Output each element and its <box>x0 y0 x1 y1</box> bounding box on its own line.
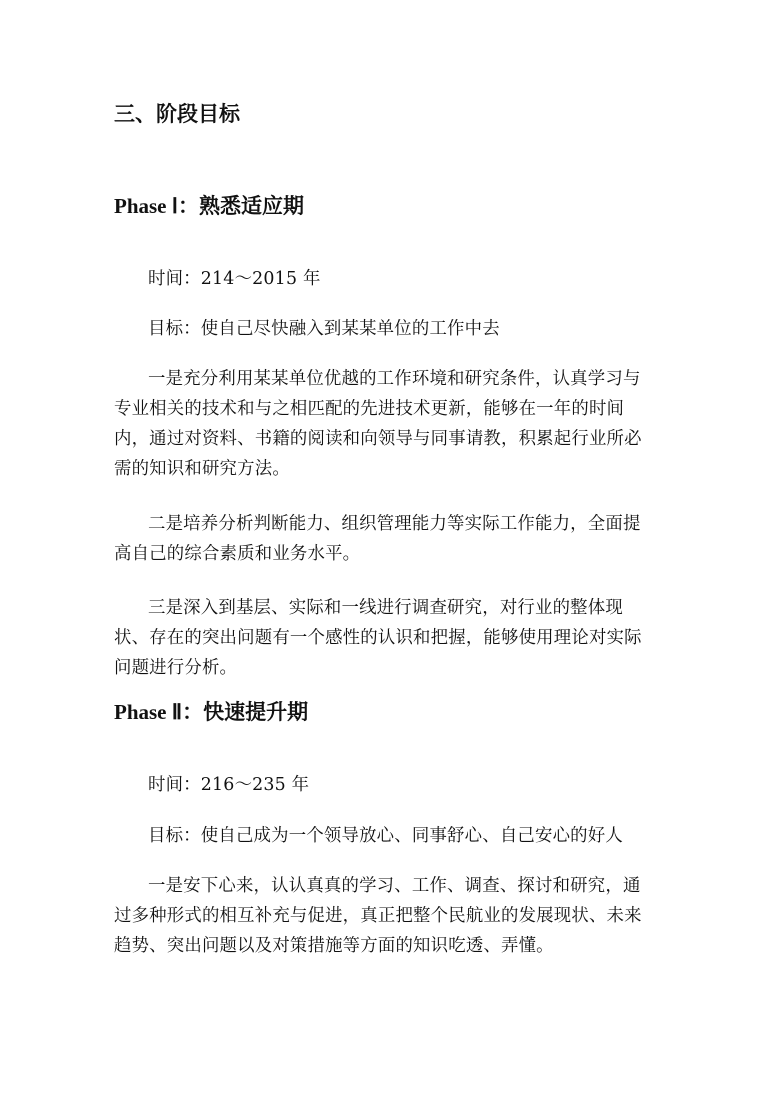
phase-1-title <box>114 190 304 222</box>
phase-2-title-cjk: ：快速提升期 <box>182 700 309 724</box>
phase-2-goal: 目标：使自己成为一个领导放心、同事舒心、自己安心的好人 <box>148 826 623 846</box>
phase-1-goal: 目标：使自己尽快融入到某某单位的工作中去 <box>148 319 500 339</box>
phase-2-title-latin: Phase Ⅱ <box>114 700 183 724</box>
phase-1-paragraph-2: 二是培养分析判断能力、组织管理能力等实际工作能力，全面提高自己的综合素质和业务水平。 <box>114 514 641 564</box>
phase-1-title-latin: Phase Ⅰ <box>114 194 178 218</box>
phase-1-time: 时间：214～2015 年 <box>148 269 321 289</box>
phase-2-paragraph-1: 一是安下心来，认认真真的学习、工作、调查、探讨和研究，通过多种形式的相互补充与促进，真正把整个民航业的发展现状、未来趋势、突出问题以及对策措施等方面的知识吃透、弄懂。 <box>114 876 642 956</box>
section-title: 三、阶段目标 <box>114 102 240 126</box>
phase-2-title <box>114 696 308 728</box>
phase-1-paragraph-3: 三是深入到基层、实际和一线进行调查研究，对行业的整体现状、存在的突出问题有一个感性的认识和把握，能够使用理论对实际问题进行分析。 <box>114 598 642 678</box>
phase-1-paragraph-1: 一是充分利用某某单位优越的工作环境和研究条件，认真学习与专业相关的技术和与之相匹配的先进技术更新，能够在一年的时间内，通过对资料、书籍的阅读和向领导与同事请教，积累起行业所必需的知识和研究方法。 <box>114 369 642 479</box>
phase-1-title-cjk: ：熟悉适应期 <box>177 194 304 218</box>
phase-2-time: 时间：216～235 年 <box>148 775 310 795</box>
